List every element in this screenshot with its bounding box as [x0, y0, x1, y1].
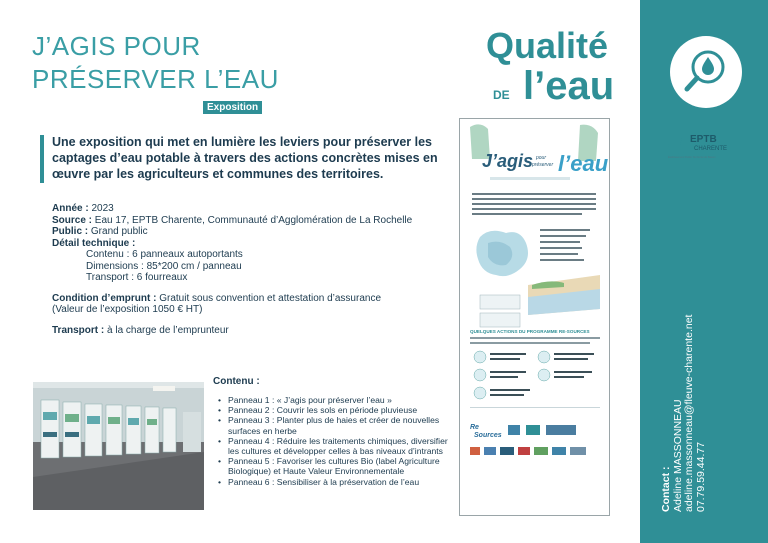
list-item: • Panneau 2 : Couvrir les sols en période pluvieuse	[218, 405, 450, 415]
tech-transport: Transport : 6 fourreaux	[86, 272, 188, 283]
poster-logo-sources: Sources	[474, 432, 502, 439]
source-label: Source :	[52, 214, 93, 226]
contenu-heading: Contenu :	[213, 376, 260, 387]
contact-email[interactable]: adeline.massonneau@fleuve-charente.net	[683, 314, 695, 512]
tech-label: Détail technique :	[52, 237, 136, 249]
transport-value: à la charge de l’emprunteur	[104, 324, 229, 336]
contact-phone[interactable]: 07.79.59.44.77	[694, 441, 707, 512]
title-line-1: J’AGIS POUR	[32, 31, 201, 61]
tech-contenu: Contenu : 6 panneaux autoportants	[86, 249, 243, 260]
details-block	[52, 203, 452, 336]
poster-title-pour: pour	[536, 155, 547, 161]
poster-title-jagis: J’agis	[482, 151, 534, 171]
poster-logo-re: Re	[470, 424, 479, 431]
contact-label: Contact :	[660, 466, 672, 512]
exhibition-photo	[33, 382, 204, 510]
poster-section-heading: QUELQUES ACTIONS DU PROGRAMME RE-SOURCES	[470, 329, 590, 334]
panel-list	[218, 395, 450, 487]
brand-qualite: Qualité	[486, 25, 609, 66]
public-value: Grand public	[88, 226, 148, 237]
title-line-2: PRÉSERVER L’EAU	[32, 64, 279, 94]
list-item: • Panneau 4 : Réduire les traitements chimiques, diversifier les cultures et développer celles à bas niveaux d’intrants	[218, 436, 450, 456]
poster-preview	[459, 118, 610, 516]
list-item: • Panneau 3 : Planter plus de haies et créer de nouvelles surfaces en herbe	[218, 415, 450, 435]
eptb-logo-name: EPTB	[690, 134, 717, 145]
intro-text: Une exposition qui met en lumière les leviers pour préserver les captages d’eau potable à travers des actions concrètes mises en œuvre par les agriculteurs et communes des territoires.	[52, 135, 438, 181]
eptb-logo-sub: CHARENTE	[694, 146, 728, 152]
source-value: Eau 17, EPTB Charente, Communauté d’Agglomération de La Rochelle	[92, 214, 413, 226]
list-item: • Panneau 6 : Sensibiliser à la préservation de l’eau	[218, 477, 450, 487]
tech-dimensions: Dimensions : 85*200 cm / panneau	[86, 260, 242, 272]
poster-title-leau: l’eau	[558, 151, 609, 176]
eptb-logo	[666, 130, 746, 165]
brand-leau: l’eau	[523, 64, 615, 108]
emprunt-label: Condition d’emprunt :	[52, 292, 157, 304]
poster-title-preserver: préserver	[532, 162, 554, 168]
list-item: • Panneau 1 : « J’agis pour préserver l’eau »	[218, 395, 450, 405]
page-title	[32, 30, 279, 96]
contact-name: Adeline MASSONNEAU	[671, 399, 684, 512]
valeur-value: (Valeur de l’exposition 1050 € HT)	[52, 304, 203, 315]
contact-block	[661, 315, 707, 512]
intro-accent-bar	[40, 135, 44, 183]
emprunt-value: Gratuit sous convention et attestation d’assurance	[156, 292, 382, 304]
brand-de: DE	[493, 88, 510, 102]
water-search-icon	[670, 36, 742, 108]
exposition-badge: Exposition	[203, 101, 262, 114]
annee-value: 2023	[88, 203, 114, 214]
list-item: • Panneau 5 : Favoriser les cultures Bio (label Agriculture Biologique) et Haute Valeur Environnementale	[218, 456, 450, 476]
transport-label: Transport :	[52, 324, 105, 336]
public-label: Public :	[52, 226, 89, 237]
eptb-logo-tagline: Établissement Public Territorial de Bassin	[668, 156, 716, 159]
annee-label: Année :	[52, 203, 89, 214]
